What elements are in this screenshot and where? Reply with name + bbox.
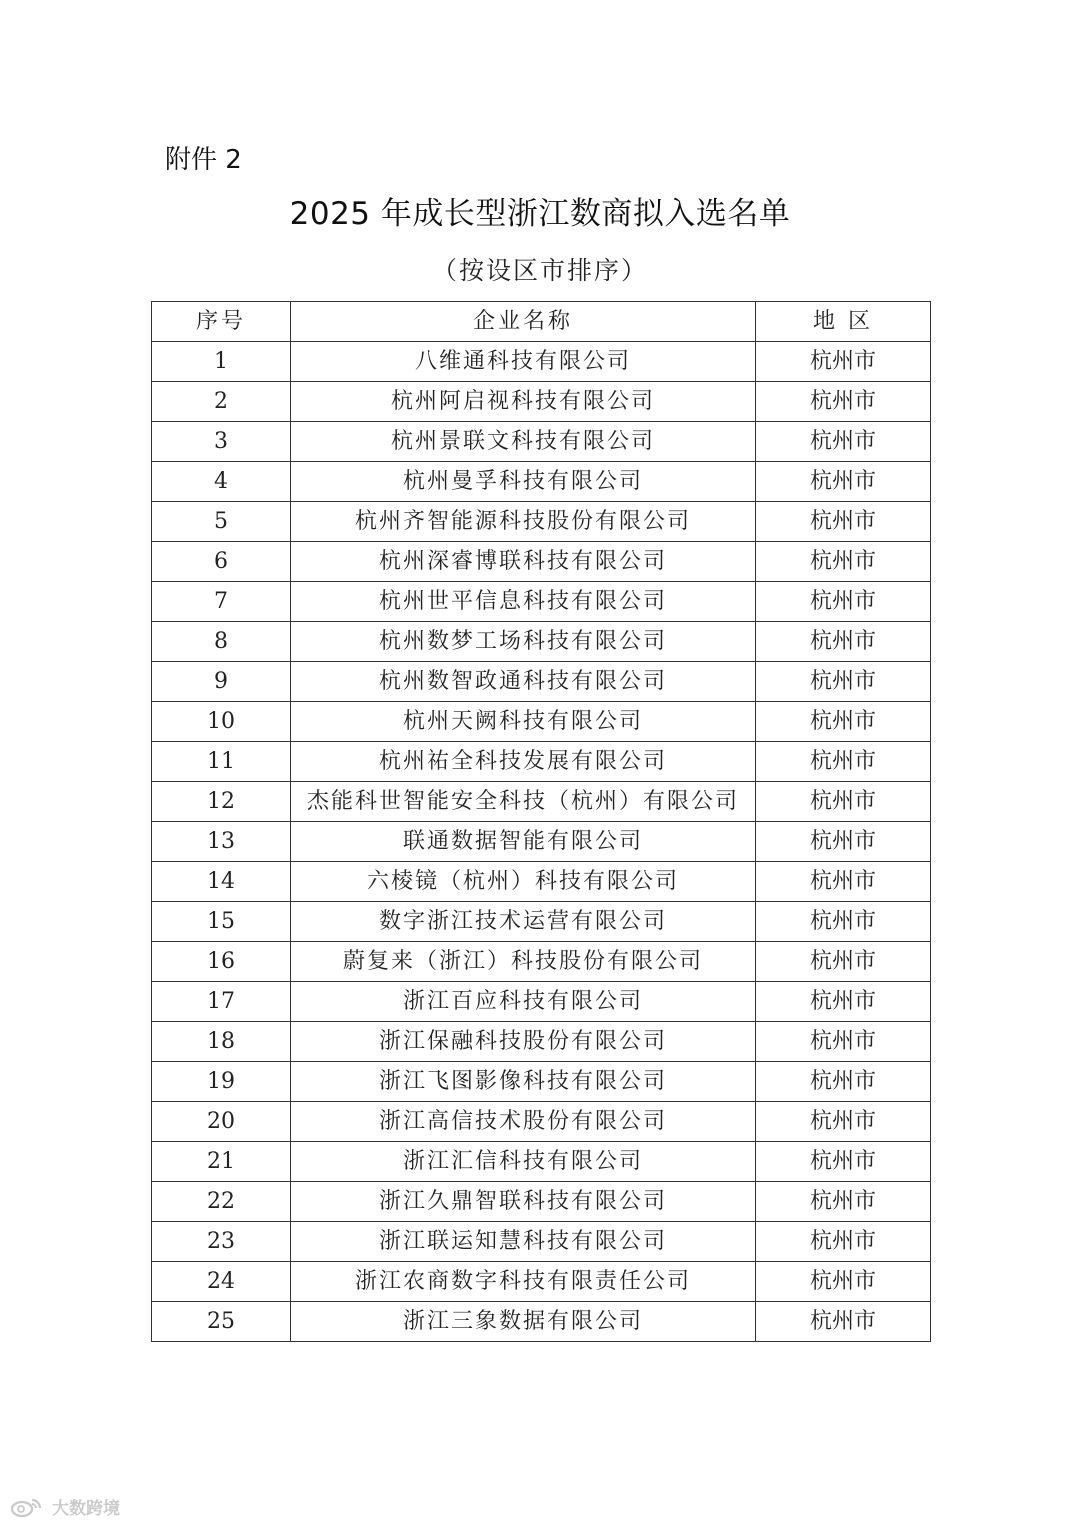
row-number-cell: 23	[152, 1222, 291, 1262]
table-row	[152, 822, 931, 862]
company-name-cell: 杭州阿启视科技有限公司	[291, 382, 756, 422]
row-number-cell: 25	[152, 1302, 291, 1342]
table-row	[152, 382, 931, 422]
table-row	[152, 742, 931, 782]
column-header-region: 地 区	[756, 302, 931, 342]
table-row	[152, 342, 931, 382]
region-cell: 杭州市	[756, 542, 931, 582]
region-cell: 杭州市	[756, 742, 931, 782]
company-name-cell: 联通数据智能有限公司	[291, 822, 756, 862]
row-number-cell: 20	[152, 1102, 291, 1142]
company-name-cell: 蔚复来（浙江）科技股份有限公司	[291, 942, 756, 982]
row-number-cell: 21	[152, 1142, 291, 1182]
company-name-cell: 浙江农商数字科技有限责任公司	[291, 1262, 756, 1302]
region-cell: 杭州市	[756, 582, 931, 622]
row-number-cell: 6	[152, 542, 291, 582]
region-cell: 杭州市	[756, 1302, 931, 1342]
region-cell: 杭州市	[756, 622, 931, 662]
company-name-cell: 浙江飞图影像科技有限公司	[291, 1062, 756, 1102]
table-row	[152, 1022, 931, 1062]
row-number-cell: 12	[152, 782, 291, 822]
table-row	[152, 662, 931, 702]
region-cell: 杭州市	[756, 822, 931, 862]
region-cell: 杭州市	[756, 1022, 931, 1062]
table-row	[152, 502, 931, 542]
company-name-cell: 杭州曼孚科技有限公司	[291, 462, 756, 502]
company-name-cell: 浙江百应科技有限公司	[291, 982, 756, 1022]
table-row	[152, 462, 931, 502]
company-name-cell: 浙江保融科技股份有限公司	[291, 1022, 756, 1062]
company-name-cell: 杭州深睿博联科技有限公司	[291, 542, 756, 582]
row-number-cell: 4	[152, 462, 291, 502]
company-name-cell: 浙江联运知慧科技有限公司	[291, 1222, 756, 1262]
column-header-company-name: 企业名称	[291, 302, 756, 342]
region-cell: 杭州市	[756, 342, 931, 382]
table-row	[152, 1262, 931, 1302]
watermark	[10, 1494, 120, 1519]
attachment-label: 附件 2	[165, 145, 242, 175]
table-row	[152, 622, 931, 662]
region-cell: 杭州市	[756, 862, 931, 902]
column-header-number: 序号	[152, 302, 291, 342]
table-row	[152, 982, 931, 1022]
row-number-cell: 3	[152, 422, 291, 462]
row-number-cell: 15	[152, 902, 291, 942]
region-cell: 杭州市	[756, 782, 931, 822]
company-name-cell: 杰能科世智能安全科技（杭州）有限公司	[291, 782, 756, 822]
region-cell: 杭州市	[756, 1222, 931, 1262]
row-number-cell: 22	[152, 1182, 291, 1222]
company-name-cell: 八维通科技有限公司	[291, 342, 756, 382]
company-name-cell: 杭州数智政通科技有限公司	[291, 662, 756, 702]
row-number-cell: 1	[152, 342, 291, 382]
table-row	[152, 1142, 931, 1182]
table-row	[152, 542, 931, 582]
region-cell: 杭州市	[756, 502, 931, 542]
region-cell: 杭州市	[756, 1182, 931, 1222]
table-row	[152, 1182, 931, 1222]
company-name-cell: 杭州齐智能源科技股份有限公司	[291, 502, 756, 542]
table-row	[152, 1222, 931, 1262]
region-cell: 杭州市	[756, 462, 931, 502]
company-list-table	[151, 301, 931, 1342]
row-number-cell: 18	[152, 1022, 291, 1062]
table-row	[152, 902, 931, 942]
company-name-cell: 浙江久鼎智联科技有限公司	[291, 1182, 756, 1222]
table-header-row	[152, 302, 931, 342]
region-cell: 杭州市	[756, 662, 931, 702]
row-number-cell: 11	[152, 742, 291, 782]
region-cell: 杭州市	[756, 982, 931, 1022]
watermark-text: 大数跨境	[52, 1499, 120, 1519]
row-number-cell: 24	[152, 1262, 291, 1302]
table-row	[152, 422, 931, 462]
company-name-cell: 杭州数梦工场科技有限公司	[291, 622, 756, 662]
company-name-cell: 杭州景联文科技有限公司	[291, 422, 756, 462]
region-cell: 杭州市	[756, 1262, 931, 1302]
row-number-cell: 9	[152, 662, 291, 702]
table-row	[152, 782, 931, 822]
company-name-cell: 数字浙江技术运营有限公司	[291, 902, 756, 942]
table-row	[152, 1102, 931, 1142]
company-name-cell: 杭州天阙科技有限公司	[291, 702, 756, 742]
row-number-cell: 16	[152, 942, 291, 982]
company-name-cell: 浙江高信技术股份有限公司	[291, 1102, 756, 1142]
table-row	[152, 1302, 931, 1342]
table-row	[152, 582, 931, 622]
region-cell: 杭州市	[756, 902, 931, 942]
region-cell: 杭州市	[756, 1062, 931, 1102]
table-row	[152, 1062, 931, 1102]
company-name-cell: 六棱镜（杭州）科技有限公司	[291, 862, 756, 902]
table-body	[152, 342, 931, 1342]
row-number-cell: 7	[152, 582, 291, 622]
row-number-cell: 19	[152, 1062, 291, 1102]
row-number-cell: 13	[152, 822, 291, 862]
row-number-cell: 17	[152, 982, 291, 1022]
document-subtitle: （按设区市排序）	[431, 256, 648, 285]
company-name-cell: 浙江汇信科技有限公司	[291, 1142, 756, 1182]
row-number-cell: 10	[152, 702, 291, 742]
region-cell: 杭州市	[756, 422, 931, 462]
region-cell: 杭州市	[756, 1142, 931, 1182]
document-title: 2025 年成长型浙江数商拟入选名单	[289, 196, 791, 232]
row-number-cell: 8	[152, 622, 291, 662]
table-row	[152, 862, 931, 902]
company-name-cell: 杭州祐全科技发展有限公司	[291, 742, 756, 782]
table-row	[152, 702, 931, 742]
row-number-cell: 2	[152, 382, 291, 422]
region-cell: 杭州市	[756, 942, 931, 982]
weibo-logo-icon	[10, 1496, 46, 1518]
region-cell: 杭州市	[756, 1102, 931, 1142]
row-number-cell: 5	[152, 502, 291, 542]
row-number-cell: 14	[152, 862, 291, 902]
table-row	[152, 942, 931, 982]
region-cell: 杭州市	[756, 702, 931, 742]
region-cell: 杭州市	[756, 382, 931, 422]
company-name-cell: 杭州世平信息科技有限公司	[291, 582, 756, 622]
company-name-cell: 浙江三象数据有限公司	[291, 1302, 756, 1342]
